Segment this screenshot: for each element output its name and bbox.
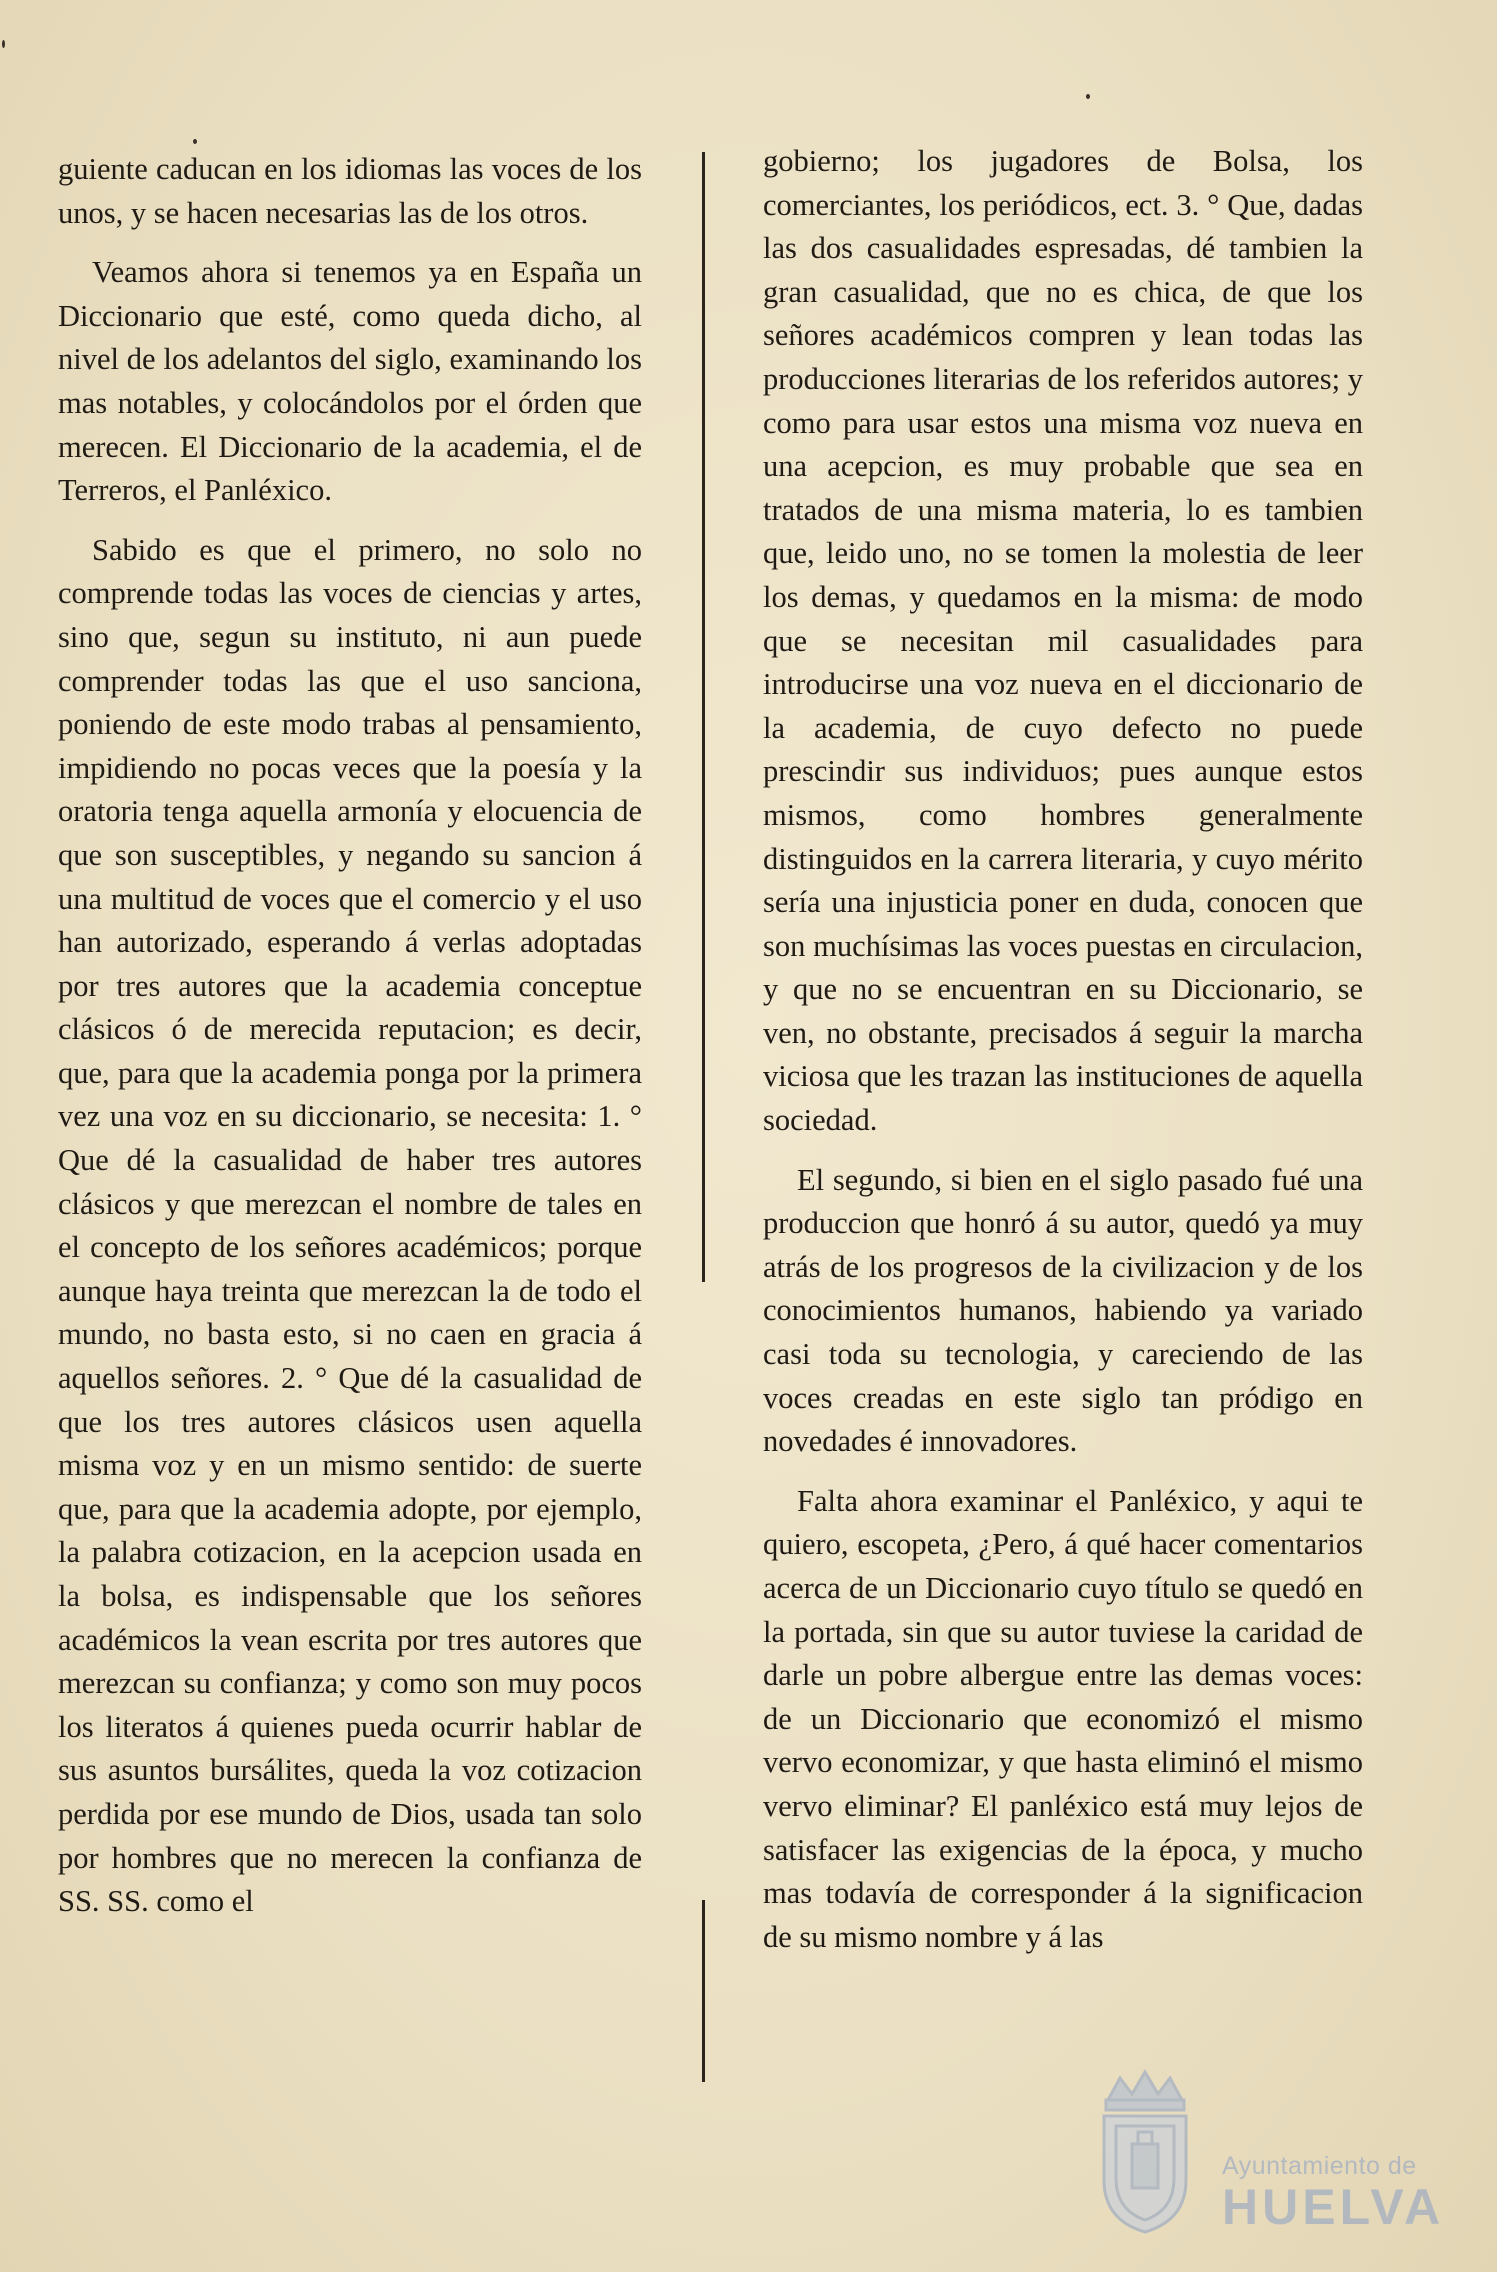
column-rule: [702, 152, 705, 1282]
ink-speck: [2, 40, 5, 48]
ink-speck: [193, 139, 197, 144]
paragraph: Falta ahora examinar el Panléxico, y aqui te quiero, escopeta, ¿Pero, á qué hacer comentarios acerca de un Diccionario cuyo título se quedó en la portada, sin que su autor tuviese la caridad de darle un pobre albergue entre las demas voces: de un Diccionario que economizó el mismo vervo economizar, y que hasta eliminó el mismo vervo eliminar? El panléxico está muy lejos de satisfacer las exigencias de la época, y mucho mas todavía de corresponder á la significacion de su mismo nombre y á las: [763, 1483, 1363, 1954]
ink-speck: [1086, 94, 1090, 99]
paragraph: guiente caducan en los idiomas las voces de los unos, y se hacen necesarias las de los otros.: [58, 152, 642, 230]
watermark-line2: HUELVA: [1222, 2179, 1445, 2235]
library-watermark: [1090, 2060, 1470, 2250]
right-column: [763, 140, 1363, 1975]
paragraph: El segundo, si bien en el siglo pasado fué una produccion que honró á su autor, quedó ya muy atrás de los progresos de la civilizacion y de los conocimientos humanos, habiendo ya variado casi toda su tecnologia, y careciendo de las voces creadas en este siglo tan pródigo en novedades é innovadores.: [763, 1162, 1363, 1459]
paragraph: Sabido es que el primero, no solo no comprende todas las voces de ciencias y artes, sino que, segun su instituto, ni aun puede comprender todas las que el uso sanciona, poniendo de este modo trabas al pensamiento, impidiendo no pocas veces que la poesía y la oratoria tenga aquella armonía y elocuencia de que son susceptibles, y negando su sancion á una multitud de voces que el comercio y el uso han autorizado, esperando á verlas adoptadas por tres autores que la academia conceptue clásicos ó de merecida reputacion; es decir, que, para que la academia ponga por la primera vez una voz en su diccionario, se necesita: 1. ° Que dé la casualidad de haber tres autores clásicos y que merezcan el nombre de tales en el concepto de los señores académicos; porque aunque haya treinta que merezcan la de todo el mundo, no basta esto, si no caen en gracia á aquellos señores. 2. ° Que dé la casualidad de que los tres autores clásicos usen aquella misma voz y en un mismo sentido: de suerte que, para que la academia adopte, por ejemplo, la palabra cotizacion, en la acepcion usada en la bolsa, es indispensable que los señores académicos la vean escrita por tres autores que merezcan su confianza; y como son muy pocos los literatos á quienes pueda ocurrir hablar de sus asuntos bursálites, queda la voz cotizacion perdida por ese mundo de Dios, usada tan solo por hombres que no merecen la confianza de SS. SS. como el: [58, 532, 642, 1919]
left-column: [58, 148, 642, 1940]
paragraph: Veamos ahora si tenemos ya en España un Diccionario que esté, como queda dicho, al nivel de los adelantos del siglo, examinando los mas notables, y colocándolos por el órden que merecen. El Diccionario de la academia, el de Terreros, el Panléxico.: [58, 255, 642, 508]
column-rule: [702, 1900, 705, 2082]
watermark-line1: Ayuntamiento de: [1222, 2152, 1417, 2180]
paragraph: gobierno; los jugadores de Bolsa, los comerciantes, los periódicos, ect. 3. ° Que, dadas las dos casualidades espresadas, dé tambien la gran casualidad, que no es chica, de que los señores académicos compren y lean todas las producciones literarias de los referidos autores; y como para usar estos una misma voz nueva en una acepcion, es muy probable que sea en tratados de una misma materia, lo es tambien que, leido uno, no se tomen la molestia de leer los demas, y quedamos en la misma: de modo que se necesitan mil casualidades para introducirse una voz nueva en el diccionario de la academia, de cuyo defecto no puede prescindir sus individuos; pues aunque estos mismos, como hombres generalmente distinguidos en la carrera literaria, y cuyo mérito sería una injusticia poner en duda, conocen que son muchísimas las voces puestas en circulacion, y que no se encuentran en su Diccionario, se ven, no obstante, precisados á seguir la marcha viciosa que les trazan las instituciones de aquella sociedad.: [763, 144, 1363, 1138]
crown-shield-icon: [1090, 2060, 1200, 2240]
